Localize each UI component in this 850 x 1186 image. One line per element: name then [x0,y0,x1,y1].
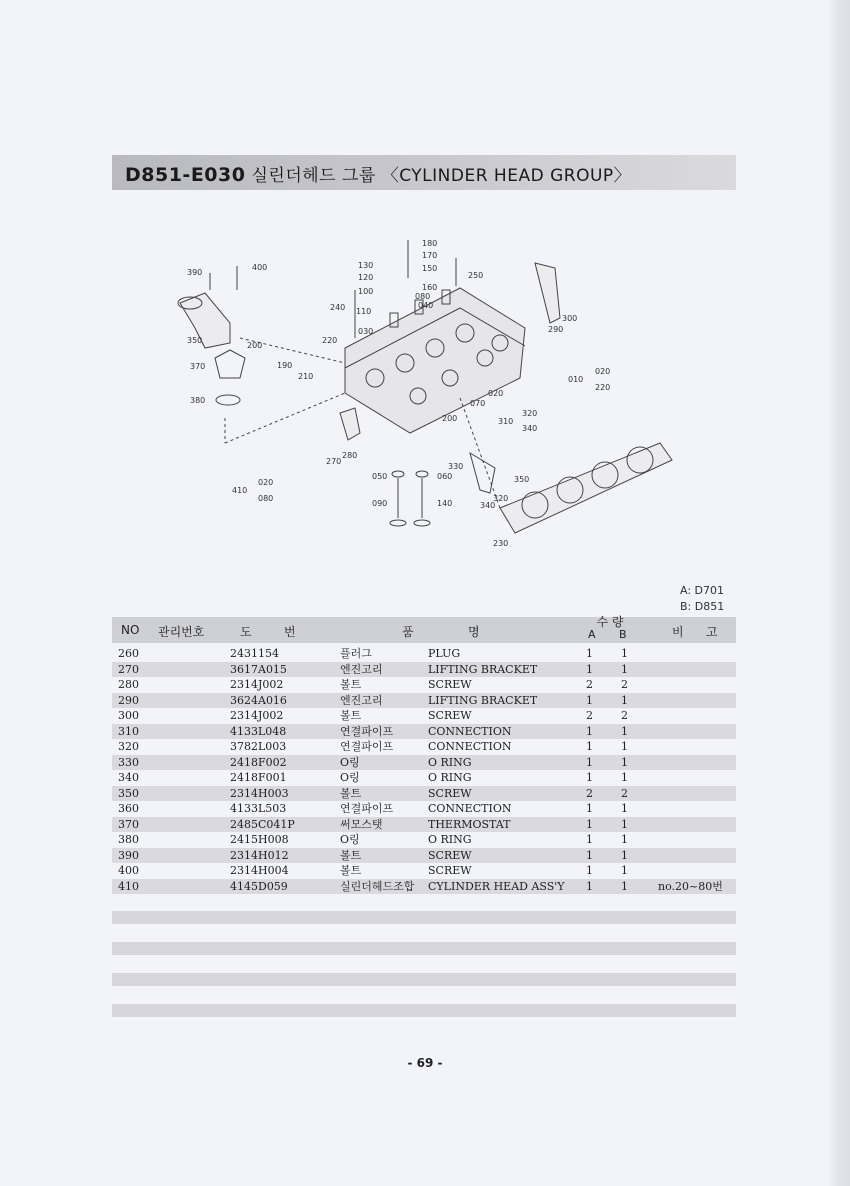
svg-text:340: 340 [480,501,496,510]
cell-no: 340 [118,771,139,784]
cell-no: 350 [118,786,139,800]
cell-dwg: 4133L048 [230,724,287,738]
cell-name-en: CONNECTION [428,802,512,815]
cell-name-en: PLUG [428,647,461,660]
svg-text:120: 120 [358,273,374,282]
cell-qty-b: 1 [621,647,628,660]
table-row [112,786,736,802]
cell-name-kr: 엔진고리 [340,662,383,676]
svg-text:380: 380 [190,396,206,405]
svg-text:220: 220 [322,336,338,345]
svg-text:060: 060 [437,472,453,481]
cell-qty-b: 1 [621,848,628,862]
cell-no: 300 [118,709,139,722]
cell-no: 360 [118,802,139,815]
svg-text:350: 350 [514,475,530,484]
cell-qty-a: 1 [586,833,593,846]
page-edge [828,0,850,1186]
svg-text:340: 340 [522,424,538,433]
table-row [112,817,736,833]
header-name-2: 명 [468,625,480,639]
header-dwg-1: 도 [240,625,252,639]
cell-name-en: SCREW [428,709,472,722]
svg-text:290: 290 [548,325,564,334]
cell-qty-b: 2 [621,709,628,722]
model-legend [680,583,724,615]
exploded-parts-diagram [160,228,690,558]
cell-dwg: 3624A016 [230,693,287,707]
cell-no: 380 [118,833,139,846]
svg-text:100: 100 [358,287,374,296]
cell-dwg: 4133L503 [230,802,287,815]
cell-qty-b: 1 [621,724,628,738]
cell-dwg: 2314H012 [230,848,289,862]
cell-name-kr: O링 [340,833,360,846]
cell-qty-b: 1 [621,817,628,831]
cell-name-kr: 플러그 [340,647,372,660]
cell-qty-a: 1 [586,647,593,660]
cell-qty-b: 1 [621,662,628,676]
cell-qty-a: 1 [586,755,593,769]
svg-text:020: 020 [488,389,504,398]
cell-no: 270 [118,662,139,676]
cell-qty-b: 1 [621,693,628,707]
blank-row-band [112,911,736,924]
svg-text:410: 410 [232,486,248,495]
svg-text:070: 070 [470,399,486,408]
table-row [112,832,736,848]
cell-name-kr: 써모스탯 [340,817,383,831]
cell-qty-b: 1 [621,740,628,753]
cell-qty-a: 1 [586,740,593,753]
cell-dwg: 2418F001 [230,771,287,784]
svg-text:180: 180 [422,239,438,248]
cell-qty-a: 2 [586,786,593,800]
svg-text:300: 300 [562,314,578,323]
cell-qty-a: 2 [586,709,593,722]
cell-no: 280 [118,678,139,691]
cell-dwg: 2314H003 [230,786,289,800]
table-row [112,662,736,678]
cell-qty-b: 1 [621,864,628,877]
table-row [112,755,736,771]
cell-name-kr: 연결파이프 [340,724,394,738]
cell-name-kr: O링 [340,755,360,769]
cell-no: 390 [118,848,139,862]
cell-name-en: CONNECTION [428,724,512,738]
cell-dwg: 3782L003 [230,740,287,753]
cell-remarks: no.20~80번 [658,879,723,893]
cell-qty-b: 1 [621,771,628,784]
header-remarks-1: 비 [672,625,684,639]
cell-name-en: SCREW [428,848,472,862]
cell-qty-b: 2 [621,786,628,800]
svg-text:130: 130 [358,261,374,270]
cell-name-kr: 볼트 [340,678,362,691]
cell-qty-b: 1 [621,755,628,769]
svg-text:310: 310 [498,417,514,426]
svg-text:110: 110 [356,307,372,316]
svg-text:160: 160 [422,283,438,292]
cell-name-kr: 엔진고리 [340,693,383,707]
table-row [112,708,736,724]
svg-text:020: 020 [595,367,611,376]
svg-text:350: 350 [187,336,203,345]
header-qty-a: A [588,628,596,641]
svg-text:250: 250 [468,271,484,280]
svg-text:270: 270 [326,457,342,466]
cell-name-en: THERMOSTAT [428,817,511,831]
svg-text:080: 080 [258,494,274,503]
cell-name-en: SCREW [428,678,472,691]
table-row [112,848,736,864]
table-row [112,724,736,740]
cell-name-kr: 연결파이프 [340,802,394,815]
cell-qty-a: 1 [586,771,593,784]
svg-text:230: 230 [493,539,509,548]
group-title: 실린더헤드 그룹 〈CYLINDER HEAD GROUP〉 [251,166,632,186]
cell-name-kr: O링 [340,771,360,784]
cell-dwg: 4145D059 [230,879,288,893]
cell-name-en: O RING [428,771,472,784]
cell-name-en: SCREW [428,864,472,877]
svg-text:150: 150 [422,264,438,273]
svg-text:400: 400 [252,263,268,272]
header-dwg-2: 번 [284,625,296,639]
svg-text:200: 200 [247,341,263,350]
svg-text:200: 200 [442,414,458,423]
cell-no: 260 [118,647,139,660]
svg-text:140: 140 [437,499,453,508]
cell-name-en: CYLINDER HEAD ASS'Y [428,879,565,893]
svg-text:010: 010 [568,375,584,384]
cell-qty-b: 1 [621,802,628,815]
page-title [125,161,631,186]
svg-text:030: 030 [358,327,374,336]
header-no: NO [121,623,140,637]
header-mgmt: 관리번호 [158,625,205,639]
svg-text:280: 280 [342,451,358,460]
blank-row-band [112,1004,736,1017]
cell-name-en: LIFTING BRACKET [428,662,538,676]
cell-qty-b: 1 [621,879,628,893]
cell-dwg: 2314J002 [230,678,284,691]
parts-table-body [112,646,736,894]
svg-text:210: 210 [298,372,314,381]
svg-text:240: 240 [330,303,346,312]
svg-text:330: 330 [448,462,464,471]
table-row [112,801,736,817]
svg-text:370: 370 [190,362,206,371]
cell-name-en: O RING [428,755,472,769]
header-name-1: 품 [402,625,414,639]
cell-dwg: 2415H008 [230,833,289,846]
header-qty: 수 량 [596,615,624,629]
cell-dwg: 2314J002 [230,709,284,722]
cell-name-kr: 실린더헤드조합 [340,879,415,893]
legend-b: B: D851 [680,600,725,613]
table-row [112,879,736,895]
table-row [112,863,736,879]
cell-qty-b: 2 [621,678,628,691]
svg-text:320: 320 [522,409,538,418]
cell-name-en: LIFTING BRACKET [428,693,538,707]
svg-text:390: 390 [187,268,203,277]
cell-no: 370 [118,817,139,831]
cell-no: 410 [118,879,139,893]
legend-a: A: D701 [680,584,724,597]
cell-name-kr: 볼트 [340,848,362,862]
cell-no: 320 [118,740,139,753]
blank-row-band [112,942,736,955]
header-remarks-2: 고 [706,625,718,639]
table-row [112,677,736,693]
svg-text:050: 050 [372,472,388,481]
cell-dwg: 2485C041P [230,817,295,831]
svg-text:220: 220 [595,383,611,392]
cell-dwg: 2431154 [230,647,279,660]
table-row [112,693,736,709]
cell-dwg: 2314H004 [230,864,289,877]
cell-no: 310 [118,724,139,738]
svg-text:080: 080 [415,292,431,301]
cell-name-kr: 연결파이프 [340,740,394,753]
blank-row-band [112,973,736,986]
svg-text:190: 190 [277,361,293,370]
svg-text:020: 020 [258,478,274,487]
cell-name-en: CONNECTION [428,740,512,753]
svg-text:040: 040 [418,301,434,310]
svg-text:170: 170 [422,251,438,260]
cell-qty-a: 1 [586,848,593,862]
cell-no: 290 [118,693,139,707]
header-qty-b: B [619,628,627,641]
group-code: D851-E030 [125,164,246,186]
cell-name-kr: 볼트 [340,709,362,722]
cell-dwg: 3617A015 [230,662,287,676]
cell-qty-a: 1 [586,864,593,877]
table-row [112,646,736,662]
cell-no: 400 [118,864,139,877]
cell-qty-a: 1 [586,662,593,676]
cell-name-kr: 볼트 [340,864,362,877]
svg-text:320: 320 [493,494,509,503]
cell-qty-a: 2 [586,678,593,691]
table-row [112,770,736,786]
page-number: - 69 - [407,1056,443,1070]
cell-qty-b: 1 [621,833,628,846]
cell-qty-a: 1 [586,817,593,831]
table-row [112,739,736,755]
cell-qty-a: 1 [586,879,593,893]
cell-no: 330 [118,755,139,769]
cell-name-en: O RING [428,833,472,846]
parts-table-header [112,617,736,643]
cell-name-kr: 볼트 [340,786,362,800]
cell-qty-a: 1 [586,693,593,707]
cell-name-en: SCREW [428,786,472,800]
svg-text:090: 090 [372,499,388,508]
cell-qty-a: 1 [586,802,593,815]
cell-dwg: 2418F002 [230,755,287,769]
cell-qty-a: 1 [586,724,593,738]
